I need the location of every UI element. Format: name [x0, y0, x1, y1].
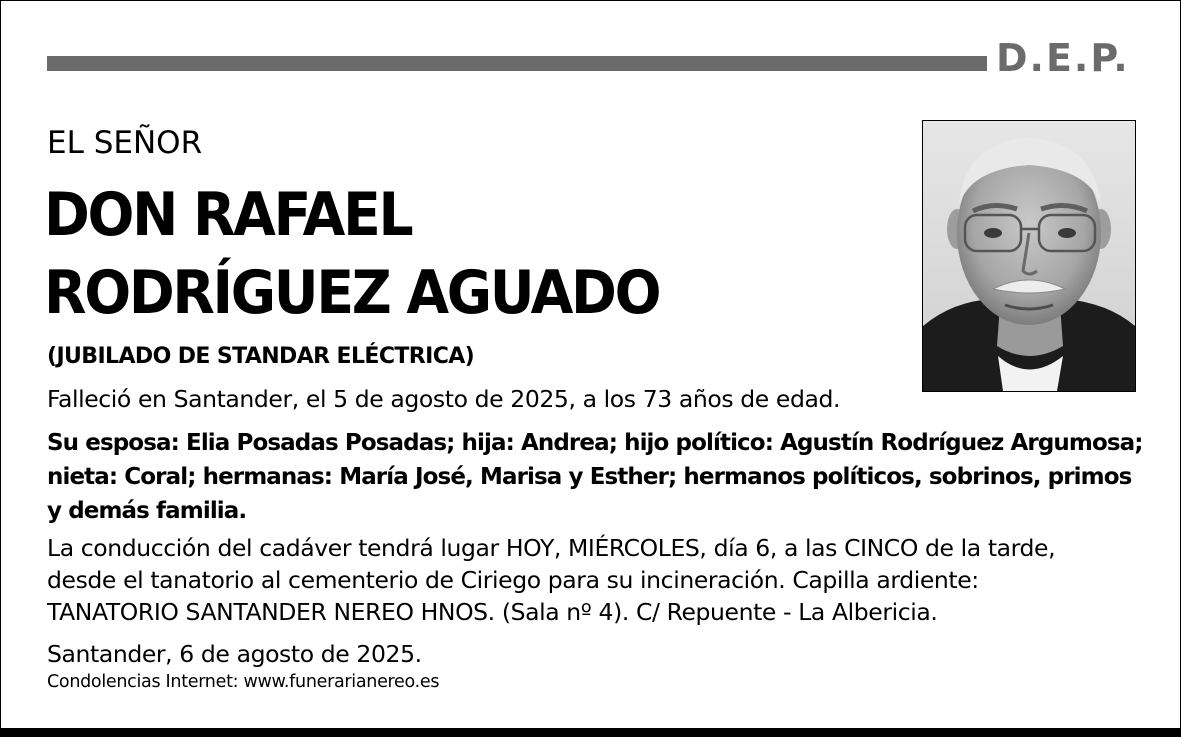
portrait-photo [922, 120, 1136, 392]
dep-heading: D.E.P. [996, 36, 1130, 80]
deceased-name [44, 176, 780, 332]
funeral-line: La conducción del cadáver tendrá lugar HOY, MIÉRCOLES, día 6, a las CINCO de la tarde, [47, 534, 1056, 562]
bottom-rule [0, 728, 1181, 737]
family-line: y demás familia. [47, 498, 247, 524]
condolences-link: Condolencias Internet: www.funerarianereo.es [47, 672, 440, 692]
family-line: Su esposa: Elia Posadas Posadas; hija: Andrea; hijo político: Agustín Rodríguez Argumosa; [47, 430, 1143, 456]
funeral-details [47, 532, 1117, 628]
place-and-date: Santander, 6 de agosto de 2025. [47, 640, 422, 668]
portrait-icon [923, 121, 1135, 391]
title-prefix: EL SEÑOR [47, 125, 203, 161]
profession: (JUBILADO DE STANDAR ELÉCTRICA) [47, 344, 475, 369]
death-details: Falleció en Santander, el 5 de agosto de 2025, a los 73 años de edad. [47, 385, 841, 413]
family-line: nieta: Coral; hermanas: María José, Marisa y Esther; hermanos políticos, sobrinos, primos [47, 464, 1132, 490]
name-line-1: DON RAFAEL [44, 180, 412, 250]
name-line-2: RODRÍGUEZ AGUADO [44, 258, 660, 328]
funeral-line: desde el tanatorio al cementerio de Ciriego para su incineración. Capilla ardiente: [47, 566, 979, 594]
header-bar [47, 56, 987, 71]
funeral-line: TANATORIO SANTANDER NEREO HNOS. (Sala nº 4). C/ Repuente - La Albericia. [47, 598, 938, 626]
family-list [47, 426, 1143, 528]
